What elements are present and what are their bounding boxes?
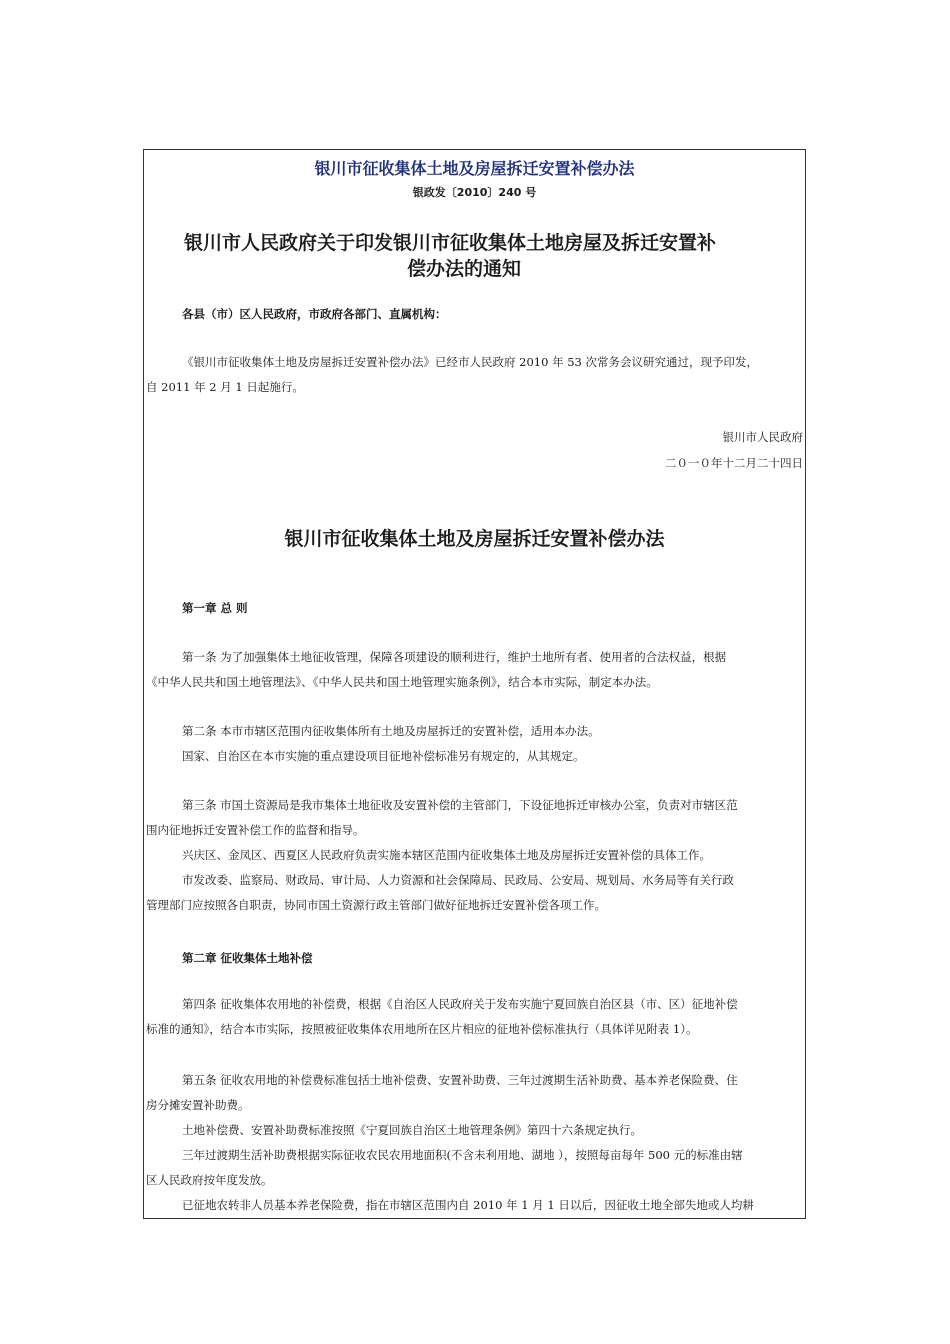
document-frame [143, 149, 806, 1219]
chapter-2-heading: 第二章 征收集体土地补偿 [182, 951, 313, 965]
article-5-line5: 区人民政府按年度发放。 [146, 1173, 273, 1187]
notice-body [146, 350, 804, 400]
article-3-line4: 市发改委、监察局、财政局、审计局、人力资源和社会保障局、民政局、公安局、规划局、水务局等有关行政 [182, 873, 734, 887]
notice-title-line1: 银川市人民政府关于印发银川市征收集体土地房屋及拆迁安置补 [184, 232, 717, 254]
article-2-line1: 第二条 本市市辖区范围内征收集体所有土地及房屋拆迁的安置补偿，适用本办法。 [182, 724, 600, 738]
article-1-line2: 《中华人民共和国土地管理法》、《中华人民共和国土地管理实施条例》，结合本市实际，制定本办法。 [146, 675, 658, 689]
article-3 [146, 793, 804, 918]
document-header-title: 银川市征收集体土地及房屋拆迁安置补偿办法 [314, 159, 635, 178]
article-5-line2: 房分摊安置补助费。 [146, 1098, 250, 1112]
article-4 [146, 992, 804, 1042]
article-3-line3: 兴庆区、金凤区、西夏区人民政府负责实施本辖区范围内征收集体土地及房屋拆迁安置补偿的具体工作。 [182, 848, 711, 862]
article-3-line5: 管理部门应按照各自职责，协同市国土资源行政主管部门做好征地拆迁安置补偿各项工作。 [146, 898, 606, 912]
measures-title: 银川市征收集体土地及房屋拆迁安置补偿办法 [284, 528, 665, 550]
notice-body-line2: 自 2011 年 2 月 1 日起施行。 [146, 380, 304, 394]
article-2 [146, 719, 804, 769]
notice-body-line1: 《银川市征收集体土地及房屋拆迁安置补偿办法》已经市人民政府 2010 年 53 次常务会议研究通过，现予印发， [182, 355, 759, 369]
article-1-line1: 第一条 为了加强集体土地征收管理，保障各项建设的顺利进行，维护土地所有者、使用者的合法权益，根据 [182, 650, 727, 664]
article-3-line2: 围内征地拆迁安置补偿工作的监督和指导。 [146, 823, 365, 837]
notice-date: 二０一０年十二月二十四日 [665, 456, 803, 470]
article-2-line2: 国家、自治区在本市实施的重点建设项目征地补偿标准另有规定的，从其规定。 [182, 749, 585, 763]
article-5 [146, 1068, 804, 1218]
article-5-line3: 土地补偿费、安置补助费标准按照《宁夏回族自治区土地管理条例》第四十六条规定执行。 [182, 1123, 642, 1137]
article-5-line1: 第五条 征收农用地的补偿费标准包括土地补偿费、安置补助费、三年过渡期生活补助费、基本养老保险费、住 [182, 1073, 738, 1087]
article-4-line2: 标准的通知》，结合本市实际，按照被征收集体农用地所在区片相应的征地补偿标准执行（具体详见附表 1）。 [146, 1022, 698, 1036]
article-5-line6: 已征地农转非人员基本养老保险费，指在市辖区范围内自 2010 年 1 月 1 日以后，因征收土地全部失地或人均耕 [182, 1198, 754, 1212]
article-3-line1: 第三条 市国土资源局是我市集体土地征收及安置补偿的主管部门，下设征地拆迁审核办公室，负责对市辖区范 [182, 798, 738, 812]
article-1 [146, 645, 804, 695]
chapter-1-heading: 第一章 总 则 [182, 601, 248, 615]
notice-title-line2: 偿办法的通知 [406, 258, 521, 280]
notice-addressee: 各县（市）区人民政府，市政府各部门、直属机构： [182, 307, 447, 321]
article-5-line4: 三年过渡期生活补助费根据实际征收农民农用地面积(不含未利用地、湖地 ），按照每亩每年 500 元的标准由辖 [182, 1148, 743, 1162]
document-number: 银政发〔2010〕240 号 [412, 186, 537, 199]
notice-signer: 银川市人民政府 [722, 430, 803, 444]
article-4-line1: 第四条 征收集体农用地的补偿费，根据《自治区人民政府关于发布实施宁夏回族自治区县（市、区）征地补偿 [182, 997, 738, 1011]
notice-title [184, 230, 804, 282]
